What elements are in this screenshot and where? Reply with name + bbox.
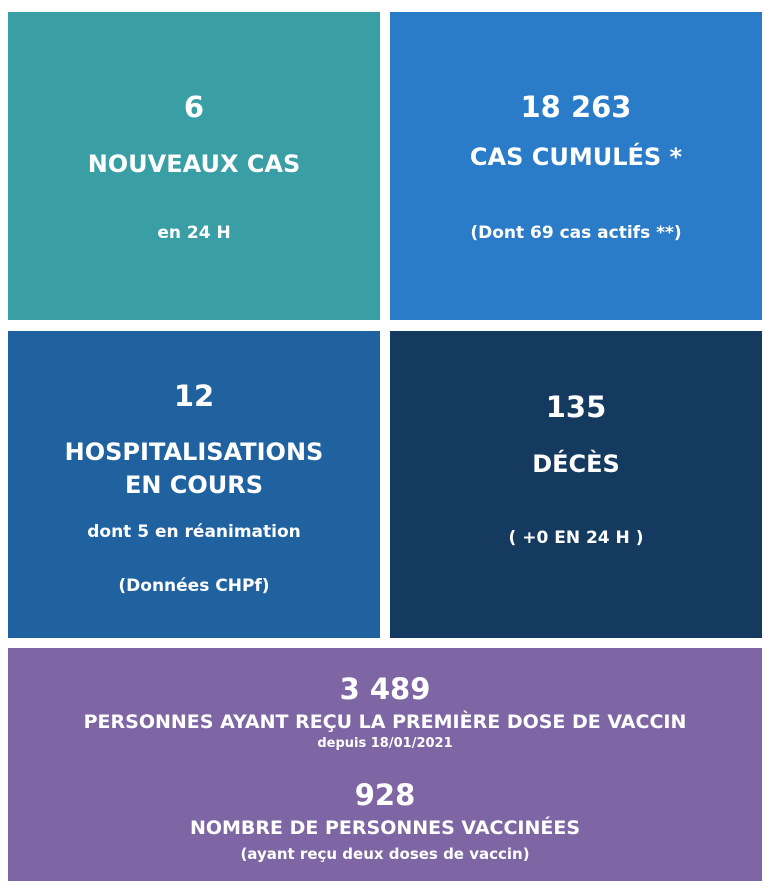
active-cases-note: (Dont 69 cas actifs **) xyxy=(470,223,682,243)
hospitalisations-label-line2: EN COURS xyxy=(124,471,264,499)
cumulative-cases-value: 18 263 xyxy=(520,90,632,124)
hospitalisations-value: 12 xyxy=(173,379,215,413)
cumulative-cases-card xyxy=(390,12,762,320)
deaths-value: 135 xyxy=(545,390,607,424)
deaths-24h: ( +0 EN 24 H ) xyxy=(508,528,644,548)
new-cases-value: 6 xyxy=(183,90,205,124)
first-dose-since: depuis 18/01/2021 xyxy=(317,736,453,751)
new-cases-label: NOUVEAUX CAS xyxy=(87,150,301,178)
deaths-label: DÉCÈS xyxy=(532,450,620,478)
data-source: (Données CHPf) xyxy=(118,576,270,596)
new-cases-period: en 24 H xyxy=(157,223,231,243)
hospitalisations-card xyxy=(8,331,380,638)
cumulative-cases-label: CAS CUMULÉS * xyxy=(469,143,683,171)
icu-count: dont 5 en réanimation xyxy=(87,522,301,542)
first-dose-value: 3 489 xyxy=(339,672,431,706)
new-cases-card xyxy=(8,12,380,320)
vaccination-card xyxy=(8,648,762,881)
hospitalisations-label-line1: HOSPITALISATIONS xyxy=(64,438,324,466)
first-dose-label: PERSONNES AYANT REÇU LA PREMIÈRE DOSE DE VACCIN xyxy=(83,711,687,733)
fully-vaccinated-label: NOMBRE DE PERSONNES VACCINÉES xyxy=(189,817,581,839)
deaths-card xyxy=(390,331,762,638)
fully-vaccinated-note: (ayant reçu deux doses de vaccin) xyxy=(240,845,530,863)
fully-vaccinated-value: 928 xyxy=(354,778,416,812)
